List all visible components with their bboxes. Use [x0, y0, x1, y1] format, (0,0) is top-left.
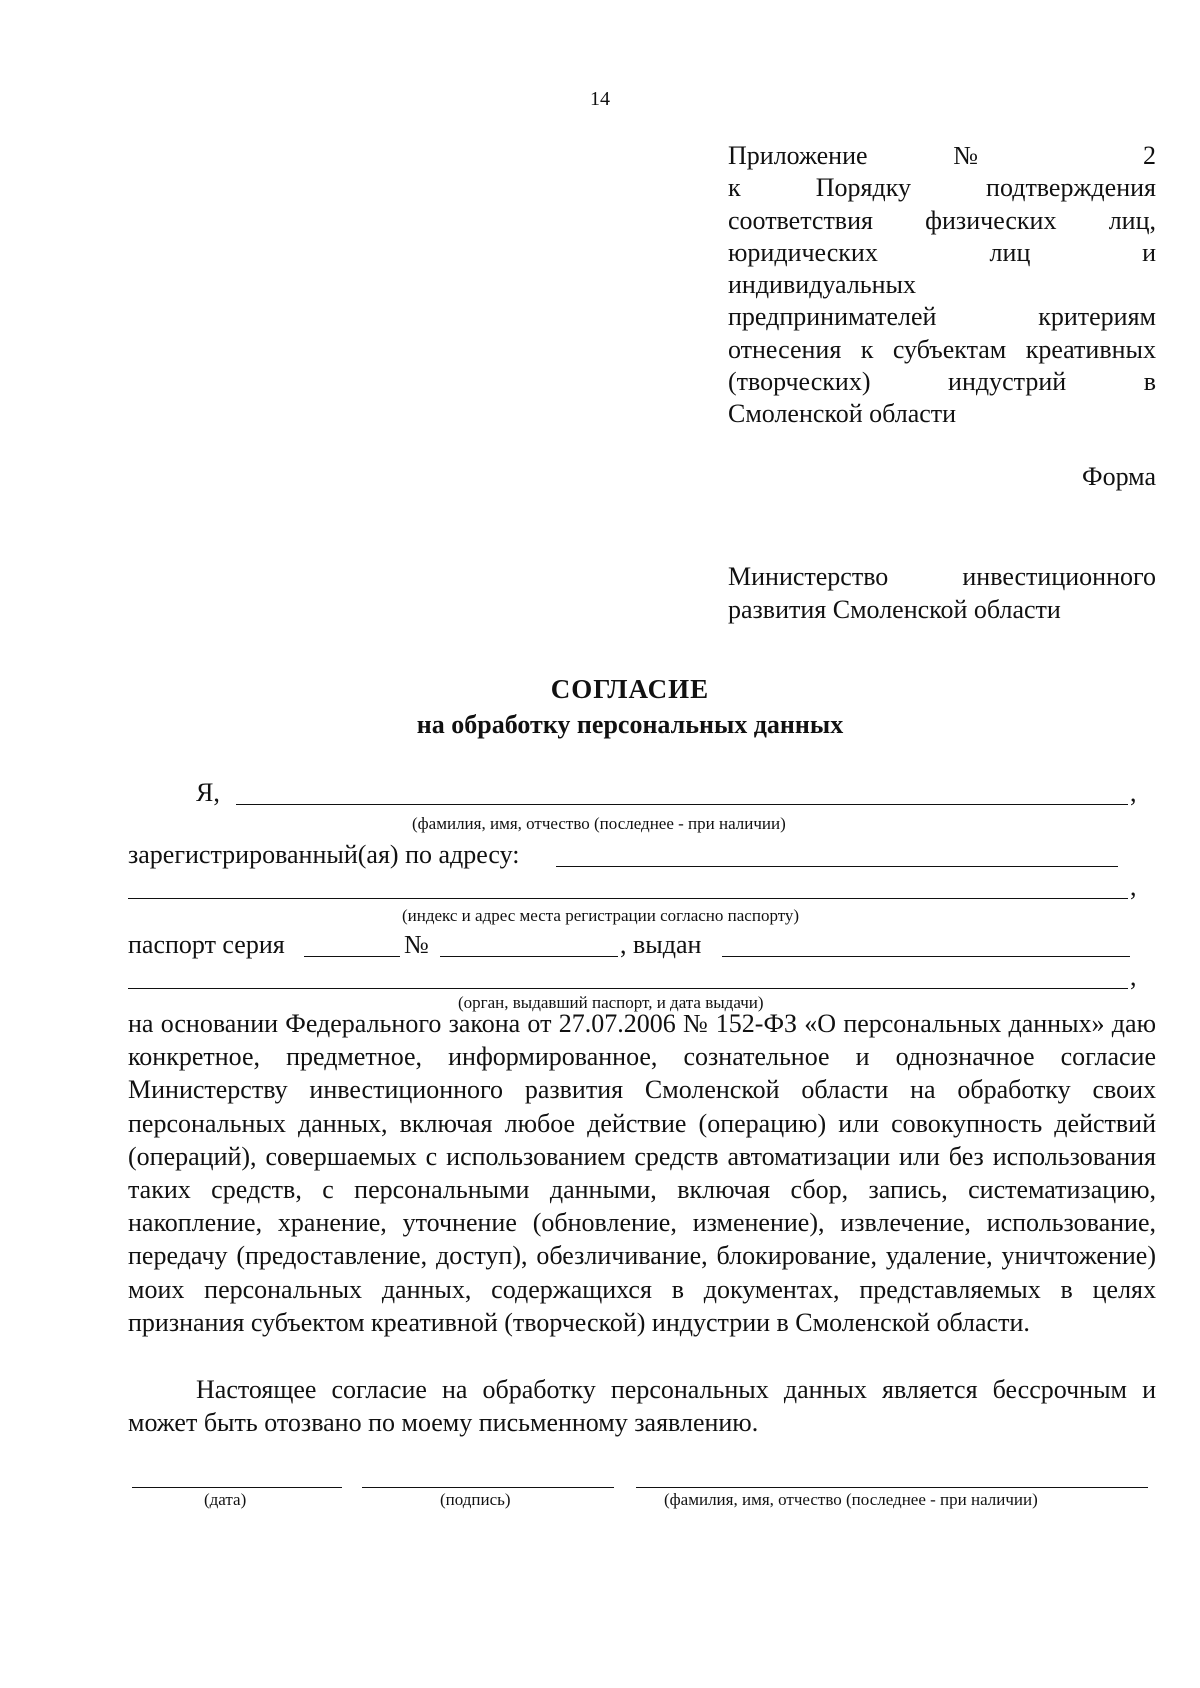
document-subtitle: на обработку персональных данных [416, 710, 844, 739]
appendix-line: юридических лиц и [728, 237, 1156, 267]
signature-fio-hint: (фамилия, имя, отчество (последнее - при наличии) [664, 1490, 1038, 1509]
appendix-line: отнесения к субъектам креативных [728, 334, 1156, 364]
signature-line[interactable] [362, 1487, 614, 1488]
comma: , [1130, 962, 1137, 991]
appendix-line: (творческих) индустрий в [728, 367, 1156, 397]
appendix-line: индивидуальных [728, 270, 917, 300]
addressee-line: развития Смоленской области [728, 595, 1061, 624]
number-label: № [404, 930, 429, 959]
date-hint: (дата) [204, 1490, 247, 1509]
appendix-line: к Порядку подтверждения [728, 173, 1156, 203]
passport-series-label: паспорт серия [128, 930, 285, 959]
document-title: СОГЛАСИЕ [550, 674, 710, 704]
form-label: Форма [1082, 462, 1156, 491]
registered-label: зарегистрированный(ая) по адресу: [128, 840, 520, 869]
appendix-line: Смоленской области [728, 399, 957, 429]
fio-input-line[interactable] [236, 804, 1128, 805]
consent-text: на основании Федерального закона от 27.07.2006 № 152-ФЗ «О персональных данных» даю конкретное, предметное, информированное, сознательное и однозначное согласие Министерству инвестиционного развития Смоленской области на обработку своих персональных данных, включая любое действие (операцию) или совокупность действий (операций), совершаемых с использованием средств автоматизации или без использования таких средств, с персональными данными, включая сбор, запись, систематизацию, накопление, хранение, уточнение (обновление, изменение), извлечение, использование, передачу (предоставление, доступ), обезличивание, блокирование, удаление, уничтожение) моих персональных данных, содержащихся в документах, представляемых в целях признания субъектом креативной (творческой) индустрии в Смоленской области. [128, 1009, 1156, 1337]
passport-series-input[interactable] [304, 956, 400, 957]
issued-label: , выдан [620, 930, 702, 959]
addressee-line: Министерство инвестиционного [728, 562, 1156, 591]
appendix-header [728, 140, 1156, 431]
passport-issuer-input[interactable] [722, 956, 1130, 957]
address-input-line-2[interactable] [128, 898, 1128, 899]
address-input-line[interactable] [556, 866, 1118, 867]
appendix-line: соответствия физических лиц, [728, 205, 1156, 235]
comma: , [1130, 778, 1137, 807]
signature-fio-line[interactable] [636, 1487, 1148, 1488]
issuer-hint: (орган, выдавший паспорт, и дата выдачи) [458, 993, 764, 1012]
passport-number-input[interactable] [440, 956, 618, 957]
i-label: Я, [196, 778, 220, 807]
address-hint: (индекс и адрес места регистрации согласно паспорту) [402, 906, 800, 925]
date-line[interactable] [132, 1487, 342, 1488]
signature-hint: (подпись) [440, 1490, 511, 1509]
page-number: 14 [590, 88, 610, 110]
passport-issuer-input-2[interactable] [128, 988, 1128, 989]
appendix-line: предпринимателей критериям [728, 302, 1156, 332]
fio-hint: (фамилия, имя, отчество (последнее - при наличии) [412, 814, 786, 833]
addressee [728, 560, 1156, 626]
appendix-line: Приложение № 2 [728, 141, 1156, 170]
comma: , [1130, 872, 1137, 901]
consent-term-text: Настоящее согласие на обработку персональных данных является бессрочным и может быть отозвано по моему письменному заявлению. [128, 1375, 1156, 1438]
